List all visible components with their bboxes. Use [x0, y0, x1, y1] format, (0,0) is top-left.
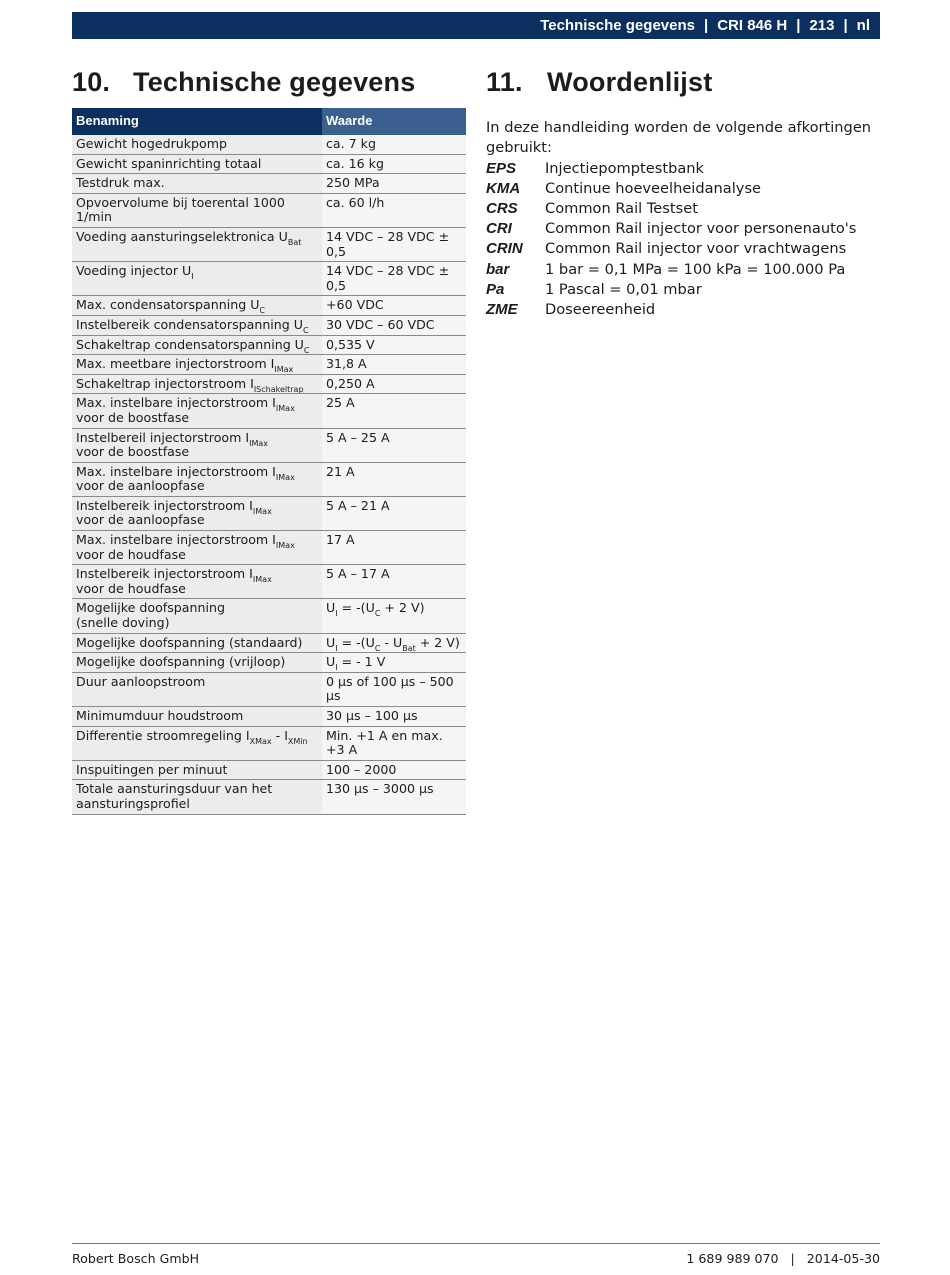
row-value: [322, 653, 466, 673]
row-name-text: voor de aanloopfase: [76, 478, 205, 494]
glossary-meaning: Common Rail injector voor vrachtwagens: [545, 240, 847, 258]
row-value: [322, 780, 466, 814]
row-name-text: Voeding injector U: [76, 263, 192, 279]
row-name: [72, 496, 322, 530]
row-name-text: Instelbereik injectorstroom I: [76, 497, 253, 513]
glossary-meaning: Continue hoeveelheidanalyse: [545, 179, 762, 197]
row-value-text: +60 VDC: [326, 297, 384, 313]
table-row: [72, 531, 466, 565]
row-name-text: Duur aanloopstroom: [76, 673, 206, 689]
glossary-abbreviation: bar: [486, 260, 510, 278]
row-name-text: Testdruk max.: [76, 175, 165, 191]
row-value-text: 100 – 2000: [326, 761, 397, 777]
subscript: I: [335, 663, 338, 673]
subscript: ISchakeltrap: [253, 384, 304, 394]
table-row: [72, 227, 466, 261]
table-row: [72, 355, 466, 375]
subscript: C: [303, 345, 310, 355]
row-name-text: Instelbereik condensatorspanning U: [76, 316, 303, 332]
cell-text: U: [326, 600, 336, 616]
row-value-text: 21 A: [326, 463, 355, 479]
row-value: [322, 174, 466, 194]
glossary-meaning: Common Rail injector voor personenauto's: [545, 220, 857, 238]
row-name: [72, 335, 322, 355]
table-row: [72, 496, 466, 530]
subscript: IMax: [274, 365, 294, 375]
subscript: C: [374, 609, 381, 619]
row-value-text: 5 A – 25 A: [326, 429, 390, 445]
table-row: [72, 780, 466, 814]
row-name: [72, 374, 322, 394]
subscript: C: [303, 325, 309, 335]
table-row: [72, 633, 466, 653]
row-name-text: Mogelijke doofspanning (standaard): [76, 634, 303, 650]
subscript: IMax: [252, 575, 272, 585]
glossary-abbreviation: ZME: [486, 300, 518, 318]
row-name-text: voor de houdfase: [76, 580, 186, 596]
table-row: [72, 262, 466, 296]
footer-separator: |: [790, 1251, 795, 1266]
cell-text: + 2 V): [380, 600, 425, 616]
row-value-text: Min. +1 A en max.: [326, 727, 443, 743]
subscript: IMax: [275, 472, 295, 482]
table-row: [72, 672, 466, 706]
glossary-meaning: 1 bar = 0,1 MPa = 100 kPa = 100.000 Pa: [545, 260, 846, 278]
table-row: [72, 462, 466, 496]
footer-company: Robert Bosch GmbH: [72, 1251, 200, 1266]
row-value: [322, 154, 466, 174]
row-name: [72, 531, 322, 565]
table-row: [72, 726, 466, 760]
table-row: [72, 374, 466, 394]
table-row: [72, 154, 466, 174]
row-value: [322, 565, 466, 599]
row-value: [322, 394, 466, 428]
column-header-value: Waarde: [322, 108, 466, 135]
header-bar: [72, 12, 880, 39]
row-value-text: 25 A: [326, 395, 355, 411]
section-number: 11.: [486, 67, 523, 97]
glossary-meaning: Doseereenheid: [545, 300, 656, 318]
row-name: [72, 462, 322, 496]
row-value: [322, 296, 466, 316]
row-name-text: Instelbereik injectorstroom I: [76, 566, 253, 582]
section-number: 10.: [72, 67, 111, 97]
footer-divider: [72, 1243, 880, 1244]
glossary-entry: [486, 299, 881, 319]
glossary-abbreviation: Pa: [486, 280, 505, 298]
row-name-text: voor de boostfase: [76, 409, 190, 425]
row-name: [72, 262, 322, 296]
subscript: I: [335, 643, 338, 653]
table-row: [72, 428, 466, 462]
subscript: Bat: [402, 643, 416, 653]
row-value-text: 5 A – 21 A: [326, 497, 390, 513]
row-value: [322, 496, 466, 530]
glossary-abbreviation: KMA: [486, 179, 521, 197]
footer: [72, 1251, 880, 1266]
row-value: [322, 531, 466, 565]
subscript: IMax: [252, 506, 272, 516]
row-value-text: 5 A – 17 A: [326, 566, 390, 582]
glossary-abbreviation: CRI: [486, 220, 512, 238]
row-value-text: 0,535 V: [326, 336, 375, 352]
row-value: [322, 760, 466, 780]
header-section: Technische gegevens: [540, 17, 695, 34]
row-value-text: 17 A: [326, 532, 355, 548]
glossary-list: [486, 158, 881, 320]
row-name-text: Max. instelbare injectorstroom I: [76, 395, 276, 411]
table-row: [72, 760, 466, 780]
subscript: IMax: [275, 404, 295, 414]
row-value: [322, 262, 466, 296]
row-value: [322, 335, 466, 355]
table-row: [72, 565, 466, 599]
row-name: [72, 355, 322, 375]
table-row: [72, 394, 466, 428]
row-name: [72, 672, 322, 706]
row-name: [72, 760, 322, 780]
row-value: [322, 633, 466, 653]
table-row: [72, 315, 466, 335]
row-name-text: Max. condensatorspanning U: [76, 297, 260, 313]
glossary-entry: [486, 219, 881, 239]
row-name: [72, 193, 322, 227]
row-name-text: Schakeltrap injectorstroom I: [76, 375, 254, 391]
glossary-entry: [486, 178, 881, 198]
row-name: [72, 633, 322, 653]
row-name: [72, 653, 322, 673]
footer-date: 2014-05-30: [806, 1251, 880, 1266]
row-value-text: 250 MPa: [326, 175, 380, 191]
table-row: [72, 653, 466, 673]
row-value-text: ca. 7 kg: [326, 136, 376, 151]
cell-text: - U: [380, 634, 403, 650]
row-value-text: +3 A: [326, 742, 358, 758]
row-value: [322, 355, 466, 375]
row-value-text: 31,8 A: [326, 356, 367, 372]
row-value-text: ca. 60 l/h: [326, 194, 385, 210]
row-name-text: Inspuitingen per minuut: [76, 761, 228, 777]
glossary-entry: [486, 279, 881, 299]
row-name-text: (snelle doving): [76, 615, 170, 631]
row-name: [72, 599, 322, 633]
row-name-text: Totale aansturingsduur van het: [76, 781, 273, 797]
row-name-text: voor de aanloopfase: [76, 512, 205, 528]
header-product: CRI 846 H: [717, 17, 788, 34]
table-row: [72, 174, 466, 194]
glossary-entry: [486, 239, 881, 259]
row-value: [322, 707, 466, 727]
row-name: [72, 428, 322, 462]
row-name-text: Minimumduur houdstroom: [76, 708, 244, 723]
cell-text: U: [326, 654, 336, 670]
row-name: [72, 780, 322, 814]
header-separator: |: [796, 17, 801, 34]
row-value: [322, 672, 466, 706]
row-value: [322, 193, 466, 227]
cell-text: Differentie stroomregeling I: [76, 727, 250, 743]
row-name: [72, 135, 322, 154]
row-name-text: Max. meetbare injectorstroom I: [76, 356, 275, 372]
row-name-text: Max. instelbare injectorstroom I: [76, 463, 276, 479]
table-row: [72, 335, 466, 355]
row-value: [322, 726, 466, 760]
cell-text: = - 1 V: [337, 654, 386, 670]
section-11-heading: [486, 67, 712, 98]
table-row: [72, 135, 466, 154]
cell-text: U: [326, 634, 336, 650]
row-value: [322, 428, 466, 462]
row-name-text: Mogelijke doofspanning (vrijloop): [76, 654, 286, 670]
row-value: [322, 462, 466, 496]
header-separator: |: [703, 17, 709, 34]
row-value-text: 14 VDC – 28 VDC ± 0,5: [326, 228, 450, 259]
table-row: [72, 599, 466, 633]
glossary-intro: In deze handleiding worden de volgende afkortingen gebruikt:: [486, 119, 872, 156]
row-name-text: Max. instelbare injectorstroom I: [76, 532, 276, 548]
subscript: C: [374, 643, 381, 653]
section-title: Technische gegevens: [133, 67, 416, 97]
row-name-text: Gewicht spaninrichting totaal: [76, 155, 262, 171]
row-name: [72, 726, 322, 760]
cell-text: = -(U: [337, 634, 375, 650]
subscript: IMax: [275, 541, 295, 551]
glossary-abbreviation: EPS: [486, 159, 517, 177]
glossary-meaning: Common Rail Testset: [545, 199, 698, 217]
subscript: IMax: [249, 438, 269, 448]
footer-doc-number: 1 689 989 070: [686, 1251, 779, 1266]
row-name-text: Gewicht hogedrukpomp: [76, 136, 227, 151]
subscript: XMax: [249, 736, 272, 746]
column-header-name: Benaming: [72, 108, 322, 135]
glossary-entry: [486, 259, 881, 279]
row-name-text: Mogelijke doofspanning: [76, 600, 225, 616]
subscript: I: [191, 272, 194, 282]
row-name-text: aansturingsprofiel: [76, 795, 190, 811]
cell-text: + 2 V): [415, 634, 460, 650]
row-value: [322, 135, 466, 154]
section-title: Woordenlijst: [547, 67, 713, 97]
row-value-text: 30 VDC – 60 VDC: [326, 316, 435, 332]
section-10-heading: [72, 67, 415, 98]
row-value-text: µs: [326, 688, 341, 704]
glossary-entry: [486, 198, 881, 218]
header-page-number: 213: [809, 17, 835, 34]
row-value-text: 0,250 A: [326, 375, 375, 391]
row-name-text: Opvoervolume bij toerental 1000 1/min: [76, 194, 285, 225]
row-value-text: 0 µs of 100 µs – 500: [326, 673, 454, 689]
row-name-text: Schakeltrap condensatorspanning U: [76, 336, 304, 352]
row-name: [72, 227, 322, 261]
cell-text: = -(U: [337, 600, 375, 616]
row-value-text: 130 µs – 3000 µs: [326, 781, 434, 797]
glossary-abbreviation: CRS: [486, 199, 518, 217]
row-value-text: 30 µs – 100 µs: [326, 708, 418, 723]
row-name-text: Instelbereil injectorstroom I: [76, 429, 250, 445]
table-header-row: [72, 108, 466, 135]
glossary-entry: [486, 158, 881, 178]
row-value: [322, 374, 466, 394]
row-name: [72, 707, 322, 727]
table-row: [72, 193, 466, 227]
header-language: nl: [856, 17, 870, 34]
row-name-text: voor de boostfase: [76, 444, 190, 460]
subscript: C: [259, 306, 266, 316]
header-separator: |: [843, 17, 848, 34]
row-name: [72, 154, 322, 174]
technical-data-table: [72, 108, 466, 815]
table-row: [72, 296, 466, 316]
row-name: [72, 296, 322, 316]
subscript: XMin: [287, 736, 308, 746]
row-value: [322, 315, 466, 335]
row-value-text: 14 VDC – 28 VDC ± 0,5: [326, 263, 450, 293]
glossary-meaning: 1 Pascal = 0,01 mbar: [545, 280, 702, 298]
row-name: [72, 315, 322, 335]
row-value: [322, 599, 466, 633]
cell-text: - I: [271, 727, 288, 743]
row-name: [72, 394, 322, 428]
row-name-text: voor de houdfase: [76, 546, 186, 562]
table-body: [72, 135, 466, 814]
subscript: I: [335, 609, 338, 619]
glossary-abbreviation: CRIN: [486, 240, 523, 258]
row-value-text: ca. 16 kg: [326, 155, 384, 171]
glossary-meaning: Injectiepomptestbank: [545, 159, 704, 177]
table-row: [72, 707, 466, 727]
footer-right: [686, 1251, 880, 1266]
row-name: [72, 174, 322, 194]
row-value: [322, 227, 466, 261]
row-name: [72, 565, 322, 599]
row-name-text: Voeding aansturingselektronica U: [76, 228, 288, 244]
subscript: Bat: [287, 237, 302, 247]
